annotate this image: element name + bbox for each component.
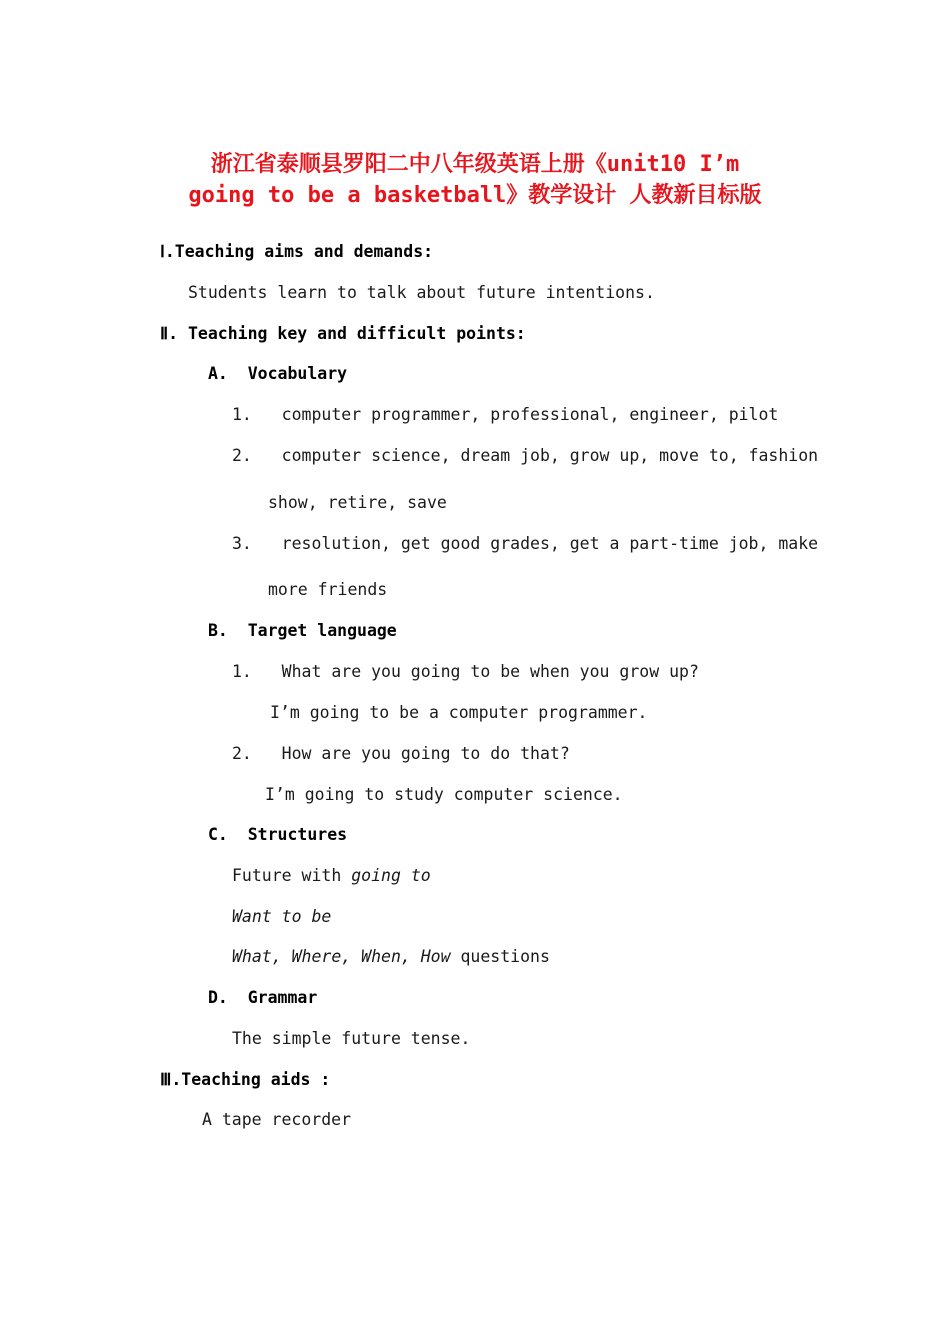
structure-line-3 — [232, 947, 550, 967]
structure-line-1-text: Future with — [232, 866, 352, 885]
target-language-heading: B. Target language — [208, 621, 397, 640]
structure-line-3-italic: What, Where, When, How — [232, 947, 451, 966]
structure-line-2: Want to be — [232, 907, 332, 926]
section-3-text: A tape recorder — [202, 1110, 352, 1129]
target-language-answer-2: I’m going to study computer science. — [265, 785, 623, 804]
vocabulary-heading: A. Vocabulary — [208, 364, 348, 383]
structure-line-3-text: questions — [450, 947, 550, 966]
grammar-heading: D. Grammar — [208, 988, 318, 1007]
vocabulary-item-2: 2. computer science, dream job, grow up, move to, fashion — [232, 446, 819, 465]
vocabulary-item-3-cont: more friends — [268, 580, 388, 599]
section-1-heading: Ⅰ.Teaching aims and demands: — [160, 242, 434, 261]
section-2-heading: Ⅱ. Teaching key and difficult points: — [160, 324, 526, 343]
vocabulary-item-1: 1. computer programmer, professional, engineer, pilot — [232, 405, 779, 424]
structure-line-1 — [232, 866, 431, 886]
vocabulary-item-2-cont: show, retire, save — [268, 493, 447, 512]
vocabulary-item-3: 3. resolution, get good grades, get a part-time job, make — [232, 534, 819, 553]
target-language-question-2: 2. How are you going to do that? — [232, 744, 570, 763]
section-3-heading: Ⅲ.Teaching aids : — [160, 1070, 331, 1089]
structures-heading: C. Structures — [208, 825, 348, 844]
target-language-question-1: 1. What are you going to be when you grow up? — [232, 662, 699, 681]
section-1-text: Students learn to talk about future intentions. — [188, 283, 655, 302]
document-title-line-1: 浙江省泰顺县罗阳二中八年级英语上册《unit10 I’m — [210, 152, 740, 177]
document-title-line-2: going to be a basketball》教学设计 人教新目标版 — [188, 183, 762, 208]
target-language-answer-1: I’m going to be a computer programmer. — [270, 703, 648, 722]
grammar-text: The simple future tense. — [232, 1029, 471, 1048]
structure-line-1-italic: going to — [351, 866, 431, 885]
